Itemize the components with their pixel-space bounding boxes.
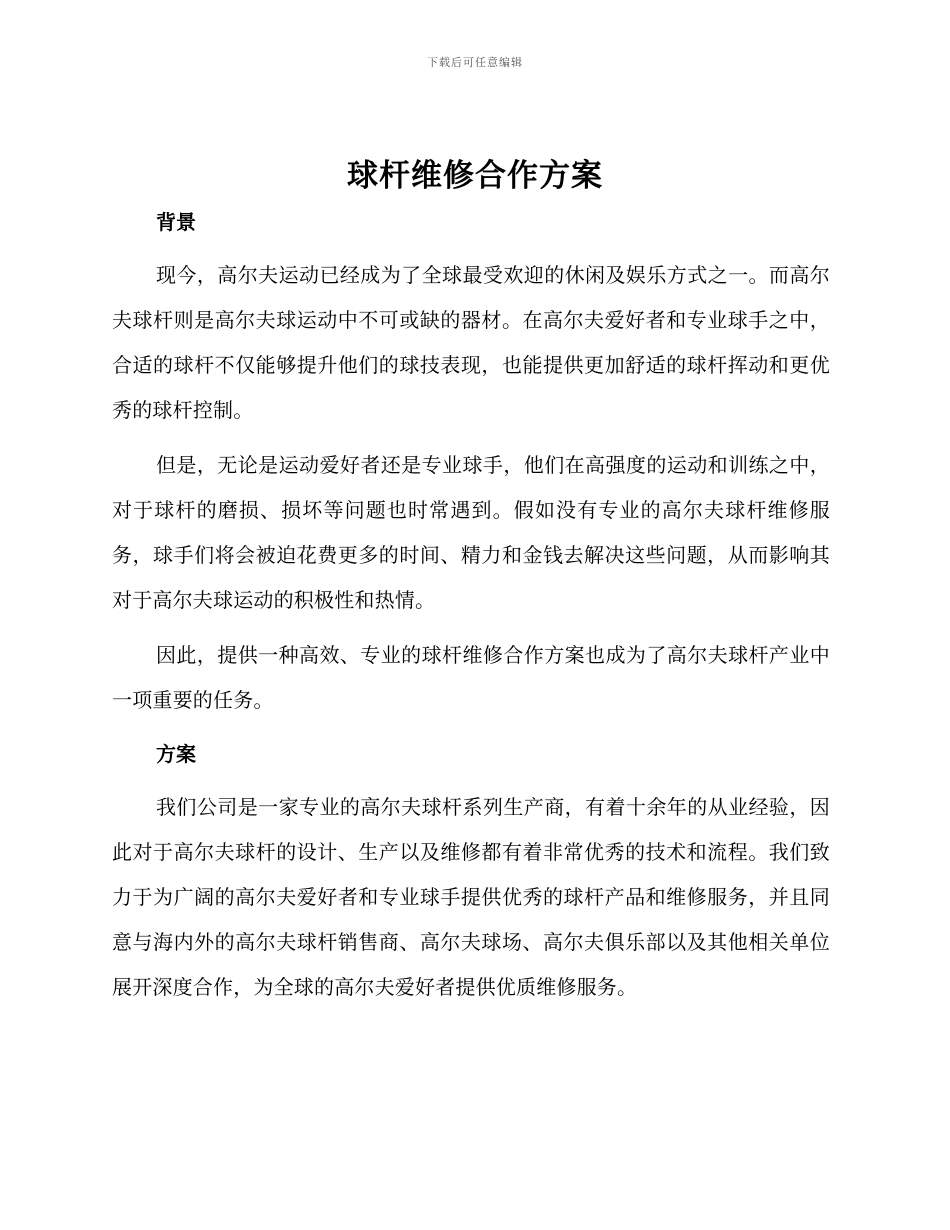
body-paragraph: 我们公司是一家专业的高尔夫球杆系列生产商，有着十余年的从业经验，因此对于高尔夫球杆的设计、生产以及维修都有着非常优秀的技术和流程。我们致力于为广阔的高尔夫爱好者和专业球手提供优秀的球杆产品和维修服务，并且同意与海内外的高尔夫球杆销售商、高尔夫球场、高尔夫俱乐部以及其他相关单位展开深度合作，为全球的高尔夫爱好者提供优质维修服务。 [112,795,830,999]
document-body [112,205,830,1010]
section-heading-plan: 方案 [156,742,196,766]
body-paragraph: 现今，高尔夫运动已经成为了全球最受欢迎的休闲及娱乐方式之一。而高尔夫球杆则是高尔夫球运动中不可或缺的器材。在高尔夫爱好者和专业球手之中，合适的球杆不仅能够提升他们的球技表现，也能提供更加舒适的球杆挥动和更优秀的球杆控制。 [112,263,830,422]
page-header-note: 下载后可任意编辑 [427,56,523,69]
section-heading-background: 背景 [156,210,196,234]
document-title: 球杆维修合作方案 [347,158,603,194]
body-paragraph: 因此，提供一种高效、专业的球杆维修合作方案也成为了高尔夫球杆产业中一项重要的任务。 [112,643,830,712]
body-paragraph: 但是，无论是运动爱好者还是专业球手，他们在高强度的运动和训练之中，对于球杆的磨损、损坏等问题也时常遇到。假如没有专业的高尔夫球杆维修服务，球手们将会被迫花费更多的时间、精力和金钱去解决这些问题，从而影响其对于高尔夫球运动的积极性和热情。 [112,453,830,612]
